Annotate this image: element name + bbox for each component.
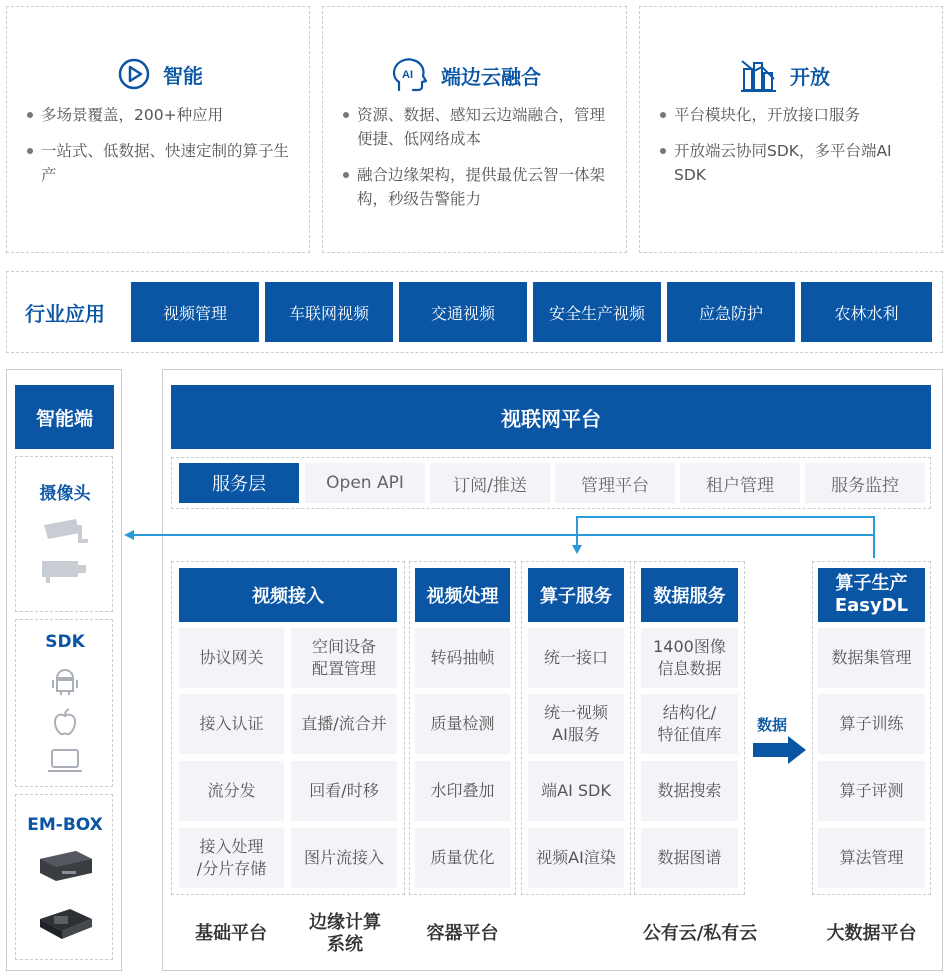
operator-service-title: 算子服务 xyxy=(528,568,624,622)
video-access-cell: 直播/流合并 xyxy=(291,694,397,754)
easydl-cell: 数据集管理 xyxy=(818,628,925,688)
data-service-cell: 数据图谱 xyxy=(641,828,738,888)
easydl-cell: 算法管理 xyxy=(818,828,925,888)
device-group-title: SDK xyxy=(45,632,85,652)
data-service-title: 数据服务 xyxy=(641,568,738,622)
service-item: 服务监控 xyxy=(805,463,925,503)
feature-bullet: 多场景覆盖，200+种应用 xyxy=(25,103,300,127)
bottom-label: 基础平台 xyxy=(195,923,267,944)
video-access-cell: 接入认证 xyxy=(179,694,284,754)
bottom-label: 容器平台 xyxy=(426,923,499,944)
bottom-label: 边缘计算 系统 xyxy=(309,912,381,955)
service-item: 租户管理 xyxy=(680,463,800,503)
bottom-label: 大数据平台 xyxy=(826,923,917,944)
feature-bullet: 开放端云协同SDK，多平台端AI SDK xyxy=(658,139,928,187)
video-processing-cell: 水印叠加 xyxy=(415,761,510,821)
data-arrow-label: 数据 xyxy=(757,716,788,734)
service-item: Open API xyxy=(305,463,425,503)
feature-bullet: 融合边缘架构，提供最优云智一体架构，秒级告警能力 xyxy=(341,163,619,211)
easydl-cell: 算子训练 xyxy=(818,694,925,754)
industry-item: 安全生产视频 xyxy=(533,282,661,342)
bottom-label: 公有云/私有云 xyxy=(642,923,758,944)
smart-end-title: 智能端 xyxy=(15,385,114,449)
video-processing-title: 视频处理 xyxy=(415,568,510,622)
data-service-cell: 数据搜索 xyxy=(641,761,738,821)
service-item: 管理平台 xyxy=(555,463,675,503)
operator-service-cell: 统一视频 AI服务 xyxy=(528,694,624,754)
video-access-cell: 回看/时移 xyxy=(291,761,397,821)
feature-title: 端边云融合 xyxy=(441,64,541,89)
operator-service-cell: 统一接口 xyxy=(528,628,624,688)
video-processing-cell: 质量优化 xyxy=(415,828,510,888)
video-access-title: 视频接入 xyxy=(179,568,397,622)
feature-bullet: 一站式、低数据、快速定制的算子生产 xyxy=(25,139,300,187)
service-item: 订阅/推送 xyxy=(430,463,550,503)
industry-item: 应急防护 xyxy=(667,282,795,342)
industry-item: 农林水利 xyxy=(801,282,932,342)
industry-item: 车联网视频 xyxy=(265,282,393,342)
feature-title: 智能 xyxy=(163,63,203,88)
video-access-cell: 空间设备 配置管理 xyxy=(291,628,397,688)
device-group-title: EM-BOX xyxy=(27,815,103,835)
video-processing-cell: 转码抽帧 xyxy=(415,628,510,688)
easydl-cell: 算子评测 xyxy=(818,761,925,821)
easydl-title: 算子生产 EasyDL xyxy=(818,568,925,622)
device-group-title: 摄像头 xyxy=(39,484,91,504)
video-access-cell: 协议网关 xyxy=(179,628,284,688)
platform-title: 视联网平台 xyxy=(171,385,931,449)
industry-item: 视频管理 xyxy=(131,282,259,342)
operator-service-cell: 端AI SDK xyxy=(528,761,624,821)
data-service-cell: 1400图像 信息数据 xyxy=(641,628,738,688)
video-access-cell: 流分发 xyxy=(179,761,284,821)
data-service-cell: 结构化/ 特征值库 xyxy=(641,694,738,754)
video-access-cell: 接入处理 /分片存储 xyxy=(179,828,284,888)
feature-bullet: 资源、数据、感知云边端融合，管理便捷、低网络成本 xyxy=(341,103,619,151)
feature-bullet: 平台模块化，开放接口服务 xyxy=(658,103,928,127)
video-processing-cell: 质量检测 xyxy=(415,694,510,754)
svg-text:AI: AI xyxy=(402,69,413,81)
feature-title: 开放 xyxy=(790,64,830,89)
operator-service-cell: 视频AI渲染 xyxy=(528,828,624,888)
industry-label: 行业应用 xyxy=(25,302,105,326)
service-layer-label: 服务层 xyxy=(179,463,299,503)
video-access-cell: 图片流接入 xyxy=(291,828,397,888)
industry-item: 交通视频 xyxy=(399,282,527,342)
